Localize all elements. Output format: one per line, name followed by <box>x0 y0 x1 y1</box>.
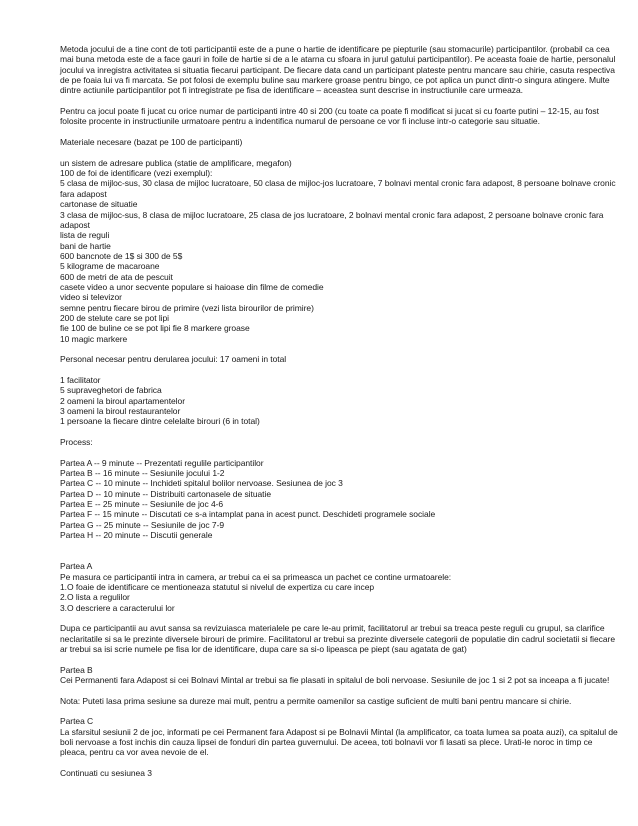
list-item: 1 facilitator <box>60 375 101 385</box>
section-heading: Partea B <box>60 664 93 675</box>
list-item: 3 oameni la biroul restaurantelor <box>60 406 181 417</box>
participants-paragraph: Pentru ca jocul poate fi jucat cu orice numar de participanti intre 40 si 200 (cu toate ca poate fi modificat si jucat si cu foarte putini – 12-15, au fost folosite procente in instructiunile urmatoare pentru a indentifica numarul de persoane ce vor fi incluse intr-o categorie sau situatie. <box>60 106 599 127</box>
list-item: casete video a unor secvente populare si haioase din filme de comedie <box>60 281 324 292</box>
list-item: 5 supraveghetori de fabrica <box>60 385 162 396</box>
list-item: 200 de stelute care se pot lipi <box>60 312 170 323</box>
list-item: Partea H -- 20 minute -- Discutii generale <box>60 530 213 541</box>
list-item: 10 magic markere <box>60 333 128 344</box>
intro-paragraph: Metoda jocului de a tine cont de toti participantii este de a pune o hartie de identificare pe piepturile (sau stomacurile) participantilor. (probabil ca cea mai buna metoda este de a face gauri in foile de hartie si de a le atarna cu sfoara in jurul gatului participantilor). Pe aceasta foaie de hartie, personalul jocului va inregistra activitatea si situatia fiecarui participant. De fiecare data cand un participant plateste pentru mancare sau chirie, casuta respectiva de pe foaia lui va fi marcata. Se pot folosi de exemplu buline sau markere groase pentru bingo, ce pot aplica un punct dintr-o singura atingere. Multe dintre actiunile participantilor pot fi intregistrate pe fisa de identificare – aceastea sunt descrise in instructiunile care urmeaza. <box>60 44 616 96</box>
staff-list <box>60 375 620 427</box>
list-item: un sistem de adresare publica (statie de amplificare, megafon) <box>60 157 292 168</box>
section-text: Pe masura ce participantii intra in camera, ar trebui ca ei sa primeasca un pachet ce contine urmatoarele: <box>60 571 452 582</box>
section-text: Dupa ce participantii au avut sansa sa revizuiasca materialele pe care le-au primit, facilitatorul ar trebui sa treaca peste reguli cu grupul, sa clarifice neclaritatile si sa le prezinte diversele birouri de primire. Facilitatorul ar trebui sa prezinte diversele categorii de populatie din cadrul societatii si fiecare ar trebui sa isi scrie numele pe fisa lor de identificare, dupa care sa si-o lipeasca pe piept (sau agatata de gat) <box>60 623 616 654</box>
list-item: Partea C -- 10 minute -- Inchideti spitalul bolilor nervoase. Sesiunea de joc 3 <box>60 478 343 489</box>
section-text: La sfarsitul sesiunii 2 de joc, informati pe cei Permanent fara Adapost si pe Bolnavii Mintal (la amplificator, ca toata lumea sa poata auzi), ca spitalul de boli nervoase a fost inchis din cauza lipsei de fonduri din partea guvernului. De aceea, toti bolnavii vor fi lasati sa plece. Urati-le noroc in timp ce pleaca, pentru ca vor avea nevoie de el. <box>60 726 618 758</box>
continue-line: Continuati cu sesiunea 3 <box>60 768 152 779</box>
part-a-section <box>60 561 620 654</box>
list-item: 100 de foi de identificare (vezi exemplul): <box>60 168 213 179</box>
materials-list <box>60 158 620 344</box>
list-item: 3 clasa de mijloc-sus, 8 clasa de mijloc lucratoare, 25 clasa de jos lucratoare, 2 bolnavi mental cronic fara adapost, 2 persoane bolnave cronic fara adapost <box>60 209 604 230</box>
list-item: 5 kilograme de macaroane <box>60 261 160 272</box>
list-item: 5 clasa de mijloc-sus, 30 clasa de mijloc lucratoare, 50 clasa de mijloc-jos lucratoare, 7 bolnavi mental cronic fara adapost, 8 persoane bolnave cronic fara adapost <box>60 178 616 199</box>
section-text: Cei Permanenti fara Adapost si cei Bolnavi Mintal ar trebui sa fie plasati in spitalul de boli nervoase. Sesiunile de joc 1 si 2 pot sa inceapa a fi jucate! <box>60 674 610 685</box>
list-item: lista de reguli <box>60 230 110 241</box>
list-item: bani de hartie <box>60 240 111 251</box>
list-item: fie 100 de buline ce se pot lipi fie 8 markere groase <box>60 323 250 334</box>
list-item: Partea E -- 25 minute -- Sesiunile de joc 4-6 <box>60 499 224 510</box>
list-item: 3.O descriere a caracterului lor <box>60 602 175 613</box>
process-heading: Process: <box>60 437 93 448</box>
part-c-section <box>60 716 620 757</box>
list-item: 600 de metri de ata de pescuit <box>60 271 173 282</box>
note-text: Nota: Puteti lasa prima sesiune sa dureze mai mult, pentru a permite oamenilor sa castige suficient de multi bani pentru mancare si chirie. <box>60 695 572 706</box>
staff-heading: Personal necesar pentru derularea jocului: 17 oameni in total <box>60 354 287 365</box>
list-item: Partea G -- 25 minute -- Sesiunile de joc 7-9 <box>60 519 225 530</box>
list-item: 1 persoane la fiecare dintre celelalte birouri (6 in total) <box>60 416 260 427</box>
document-page <box>60 44 620 778</box>
list-item: 600 bancnote de 1$ si 300 de 5$ <box>60 250 183 261</box>
list-item: Partea F -- 15 minute -- Discutati ce s-a intamplat pana in acest punct. Deschideti programele sociale <box>60 509 436 520</box>
list-item: Partea B -- 16 minute -- Sesiunile jocului 1-2 <box>60 468 225 479</box>
section-heading: Partea A <box>60 561 93 572</box>
list-item: semne pentru fiecare birou de primire (vezi lista birourilor de primire) <box>60 302 314 313</box>
process-list <box>60 458 620 541</box>
list-item: 2 oameni la biroul apartamentelor <box>60 395 185 406</box>
materials-heading: Materiale necesare (bazat pe 100 de participanti) <box>60 137 243 148</box>
list-item: 2.O lista a regulilor <box>60 592 130 603</box>
section-heading: Partea C <box>60 716 94 727</box>
list-item: Partea D -- 10 minute -- Distribuiti cartonasele de situatie <box>60 488 272 499</box>
list-item: video si televizor <box>60 292 122 303</box>
list-item: cartonase de situatie <box>60 199 138 210</box>
list-item: Partea A -- 9 minute -- Prezentati regulile participantilor <box>60 457 264 468</box>
part-b-section <box>60 665 620 706</box>
list-item: 1.O foaie de identificare ce mentioneaza statutul si nivelul de expertiza cu care incep <box>60 581 375 592</box>
